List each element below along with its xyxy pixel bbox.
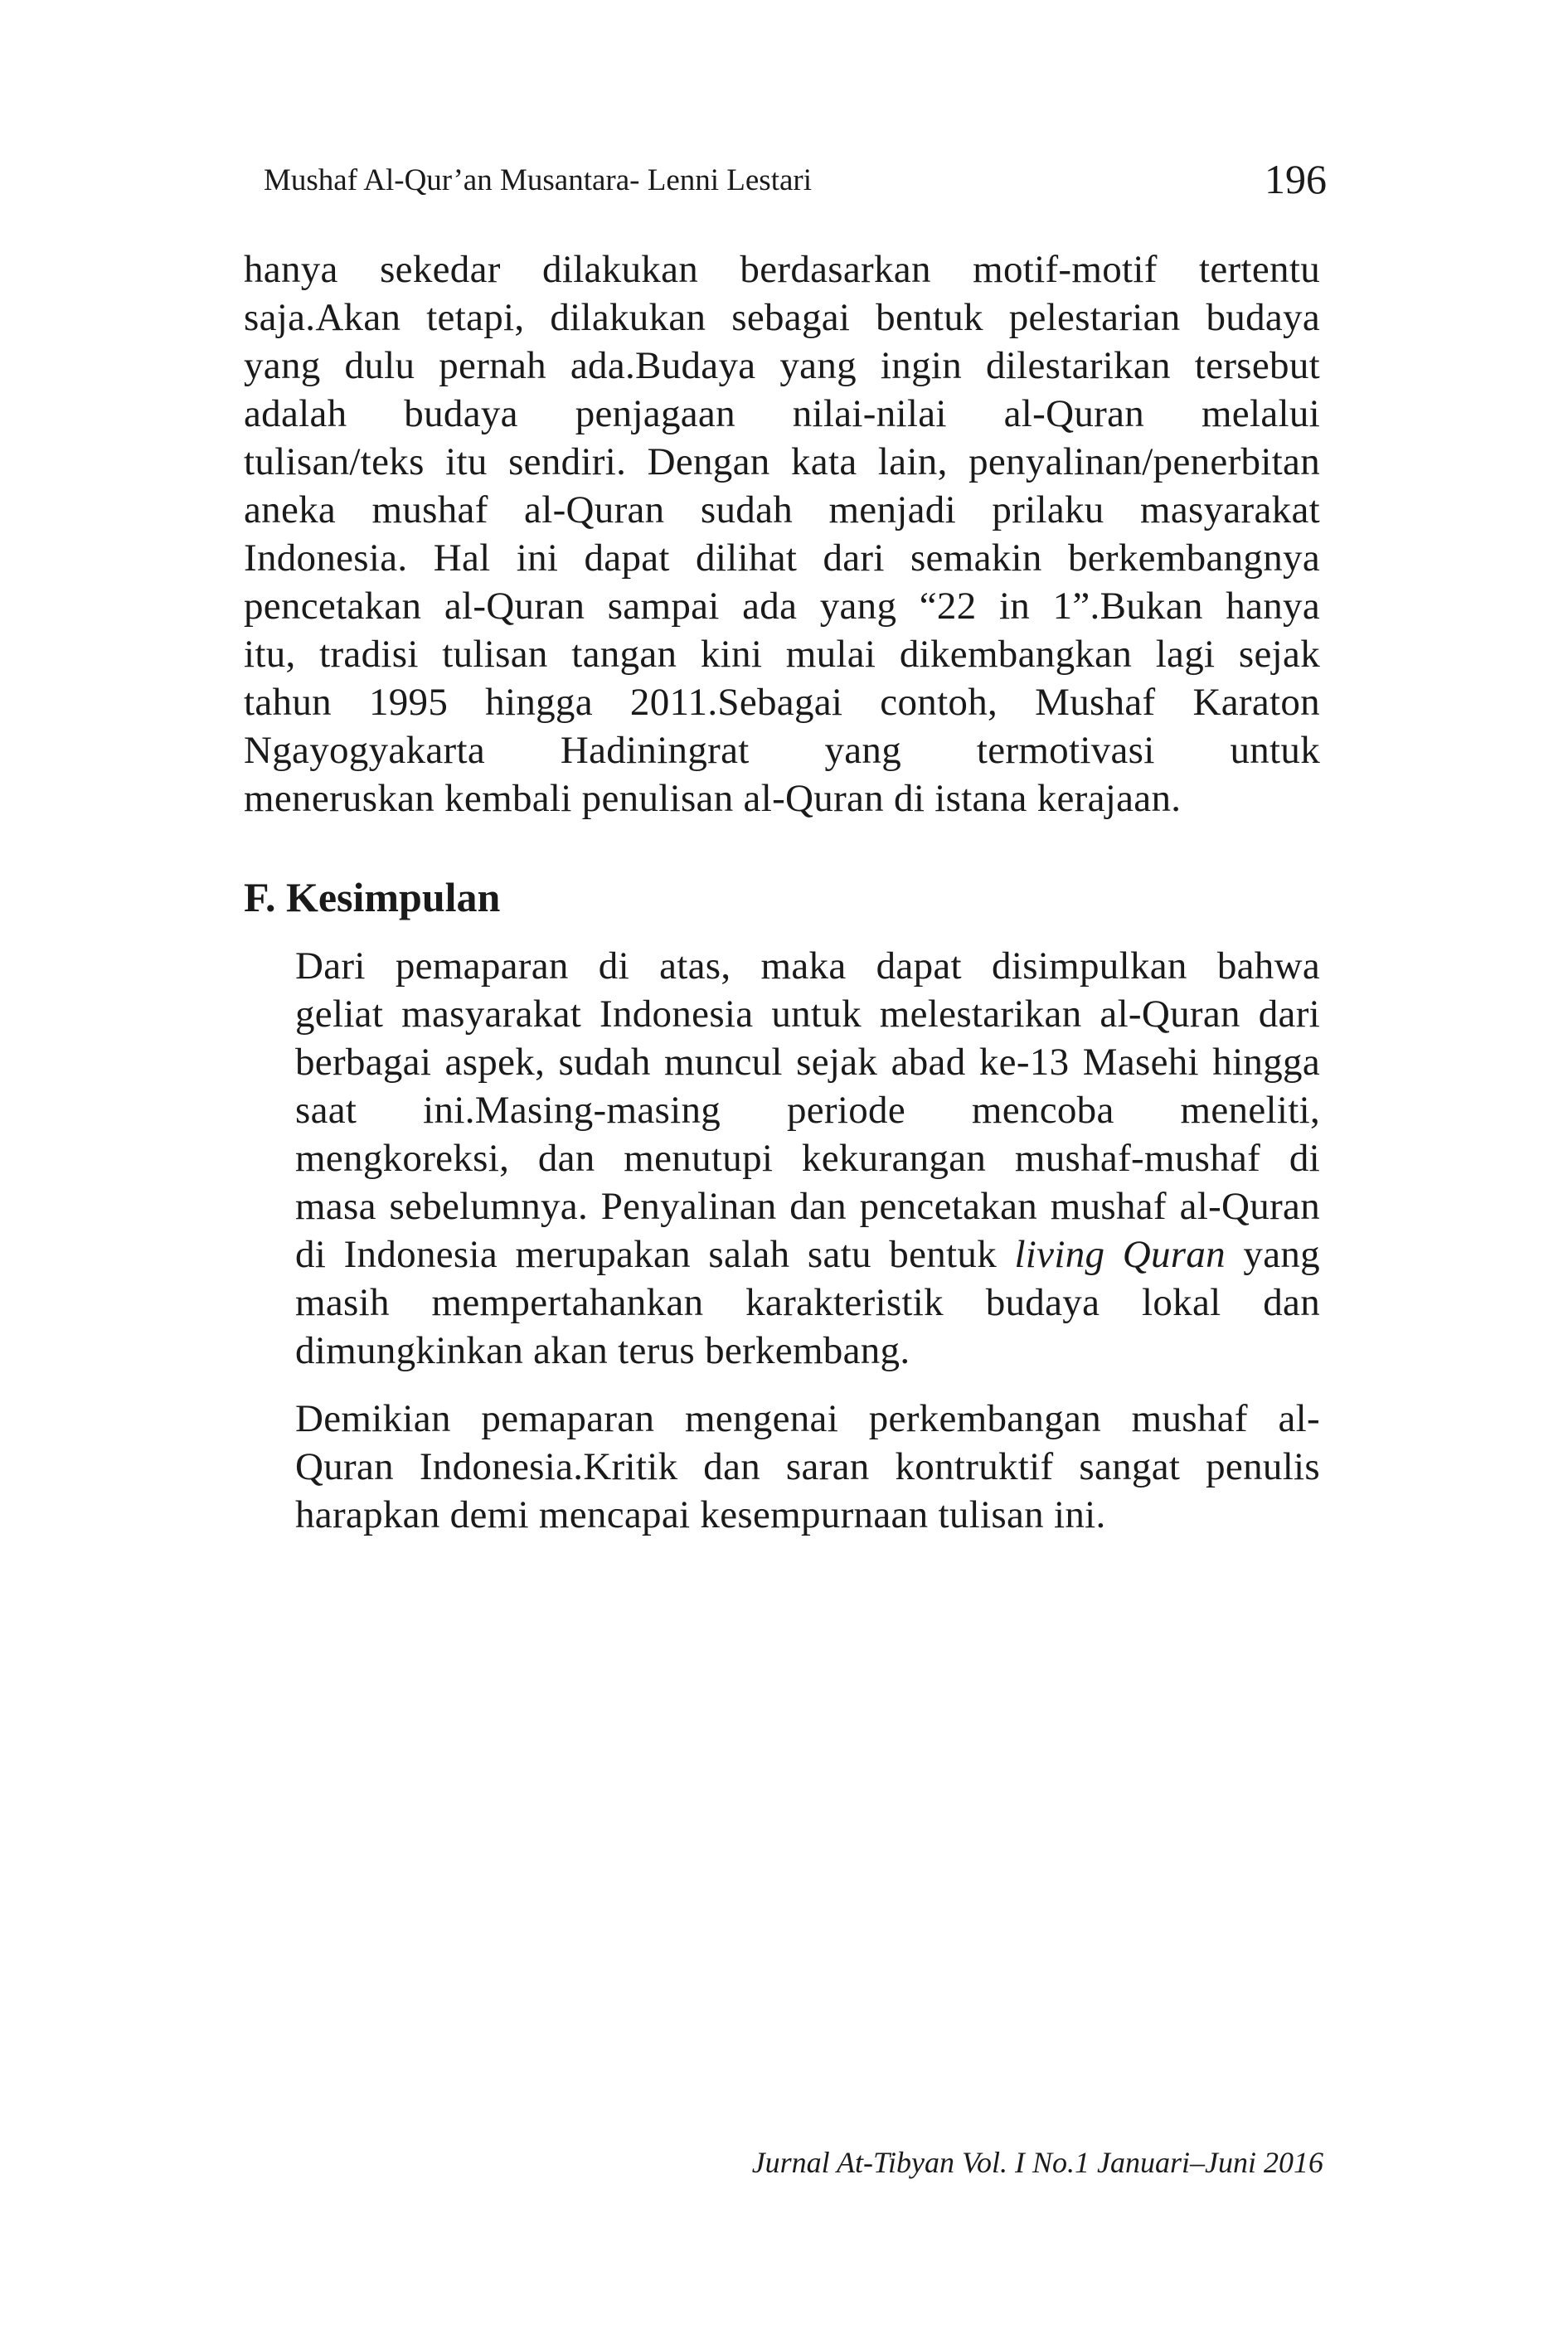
text-line: tahun 1995 hingga 2011.Sebagai contoh, Mushaf Karaton (244, 681, 1320, 724)
text-line: saat ini.Masing-masing periode mencoba meneliti, (295, 1089, 1320, 1132)
journal-footer: Jurnal At-Tibyan Vol. I No.1 Januari–Juni 2016 (751, 2146, 1323, 2179)
section-heading-kesimpulan: F. Kesimpulan (244, 874, 501, 920)
text-line: meneruskan kembali penulisan al-Quran di istana kerajaan. (244, 777, 1182, 820)
text-segment: di Indonesia merupakan salah satu bentuk (295, 1233, 1015, 1276)
text-line: tulisan/teks itu sendiri. Dengan kata lain, penyalinan/penerbitan (244, 440, 1320, 483)
text-line: dimungkinkan akan terus berkembang. (295, 1329, 910, 1372)
text-line: saja.Akan tetapi, dilakukan sebagai bentuk pelestarian budaya (244, 296, 1320, 339)
text-line: masa sebelumnya. Penyalinan dan pencetakan mushaf al-Quran (295, 1185, 1320, 1228)
paragraph-closing (244, 1395, 1320, 1539)
text-line: itu, tradisi tulisan tangan kini mulai dikembangkan lagi sejak (244, 633, 1320, 676)
text-line: pencetakan al-Quran sampai ada yang “22 in 1”.Bukan hanya (244, 585, 1320, 628)
text-line: mengkoreksi, dan menutupi kekurangan mushaf-mushaf di (295, 1137, 1320, 1180)
text-line: yang dulu pernah ada.Budaya yang ingin dilestarikan tersebut (244, 344, 1320, 387)
text-line: Demikian pemaparan mengenai perkembangan mushaf al- (295, 1397, 1320, 1440)
text-line: berbagai aspek, sudah muncul sejak abad ke-13 Masehi hingga (295, 1041, 1320, 1084)
emphasis-living-quran: living Quran (1014, 1233, 1226, 1276)
text-line: geliat masyarakat Indonesia untuk melestarikan al-Quran dari (295, 993, 1320, 1036)
page-number: 196 (1265, 156, 1327, 202)
text-line: Dari pemaparan di atas, maka dapat disimpulkan bahwa (295, 944, 1320, 988)
text-line (244, 1230, 1320, 1279)
text-line: adalah budaya penjagaan nilai-nilai al-Quran melalui (244, 392, 1320, 435)
text-line: Ngayogyakarta Hadiningrat yang termotivasi untuk (244, 729, 1320, 772)
running-header-title: Mushaf Al-Qur’an Musantara- Lenni Lestari (264, 163, 812, 197)
text-line: Quran Indonesia.Kritik dan saran kontruktif sangat penulis (295, 1445, 1320, 1488)
text-line: masih mempertahankan karakteristik budaya lokal dan (295, 1281, 1320, 1324)
text-line: Indonesia. Hal ini dapat dilihat dari semakin berkembangnya (244, 536, 1320, 580)
text-line: aneka mushaf al-Quran sudah menjadi prilaku masyarakat (244, 488, 1320, 531)
text-line: hanya sekedar dilakukan berdasarkan motif-motif tertentu (244, 248, 1320, 291)
paragraph-conclusion (244, 942, 1320, 1375)
text-segment: yang (1225, 1233, 1320, 1276)
text-line: harapkan demi mencapai kesempurnaan tulisan ini. (295, 1493, 1106, 1536)
paragraph-continuation (244, 245, 1320, 823)
